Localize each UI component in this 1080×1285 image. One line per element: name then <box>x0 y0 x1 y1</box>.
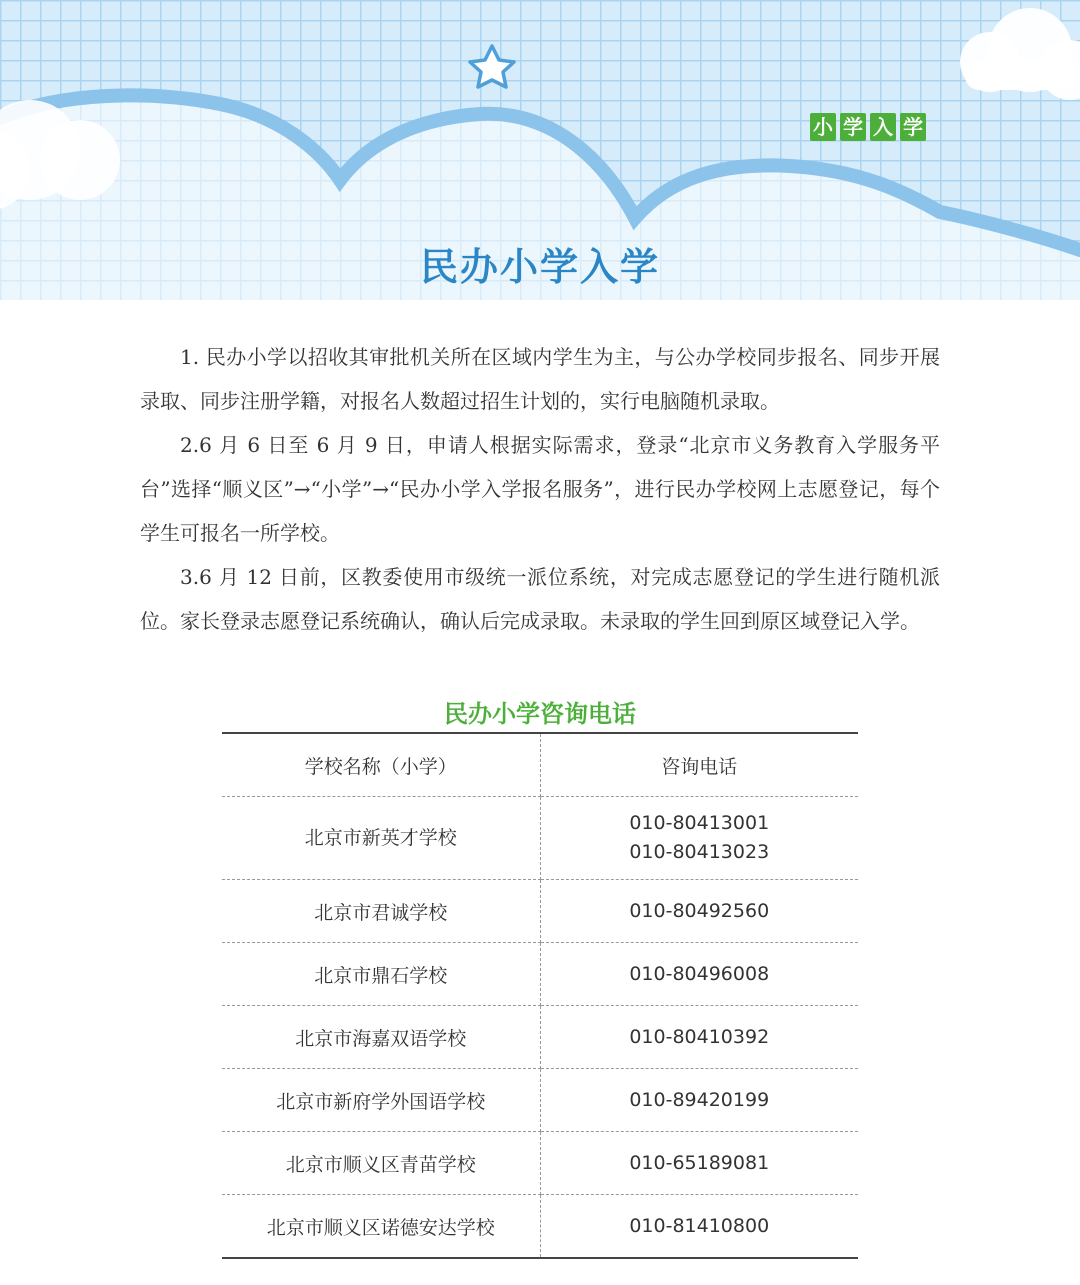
table-row <box>222 1069 858 1132</box>
badge-char: 学 <box>900 113 926 141</box>
school-name: 北京市顺义区诺德安达学校 <box>222 1195 540 1259</box>
table-row <box>222 943 858 1006</box>
school-name: 北京市君诚学校 <box>222 880 540 943</box>
phone-number: 010-81410800 <box>629 1215 770 1237</box>
cloud-right-icon <box>960 8 1080 100</box>
phone-number: 010-80496008 <box>540 943 858 1006</box>
phone-number: 010-80410392 <box>540 1006 858 1069</box>
badge-char: 小 <box>810 113 836 141</box>
school-name: 北京市海嘉双语学校 <box>222 1006 540 1069</box>
paragraph-2: 2.6 月 6 日至 6 月 9 日，申请人根据实际需求，登录“北京市义务教育入学服务平台”选择“顺义区”→“小学”→“民办小学入学报名服务”，进行民办学校网上志愿登记，每个学生可报名一所学校。 <box>140 433 940 545</box>
paragraph-3: 3.6 月 12 日前，区教委使用市级统一派位系统，对完成志愿登记的学生进行随机派位。家长登录志愿登记系统确认，确认后完成录取。未录取的学生回到原区域登记入学。 <box>140 565 940 633</box>
school-name: 北京市新府学外国语学校 <box>222 1069 540 1132</box>
school-name: 北京市新英才学校 <box>222 797 540 880</box>
header-phone: 咨询电话 <box>540 733 858 797</box>
section-badge <box>810 113 926 141</box>
table-row <box>222 880 858 943</box>
badge-char: 学 <box>840 113 866 141</box>
phone-number: 010-65189081 <box>540 1132 858 1195</box>
phone-number: 010-80413001 <box>629 812 770 834</box>
table-row <box>222 1006 858 1069</box>
table-row <box>222 797 858 880</box>
badge-char: 入 <box>870 113 896 141</box>
header-school: 学校名称（小学） <box>222 733 540 797</box>
school-name: 北京市顺义区青苗学校 <box>222 1132 540 1195</box>
paragraph-1: 1. 民办小学以招收其审批机关所在区域内学生为主，与公办学校同步报名、同步开展录取、同步注册学籍，对报名人数超过招生计划的，实行电脑随机录取。 <box>140 345 940 413</box>
header-banner <box>0 0 1080 300</box>
body-text <box>140 335 940 643</box>
phone-number: 010-89420199 <box>540 1069 858 1132</box>
phone-cell <box>540 797 858 880</box>
star-icon <box>470 46 514 87</box>
contact-table <box>222 732 858 1259</box>
phone-number: 010-80492560 <box>540 880 858 943</box>
school-name: 北京市鼎石学校 <box>222 943 540 1006</box>
table-row <box>222 1132 858 1195</box>
table-title: 民办小学咨询电话 <box>444 700 636 728</box>
table-row <box>222 1195 858 1259</box>
table-header-row <box>222 733 858 797</box>
phone-number: 010-80413023 <box>629 841 770 863</box>
page-title: 民办小学入学 <box>419 245 660 289</box>
